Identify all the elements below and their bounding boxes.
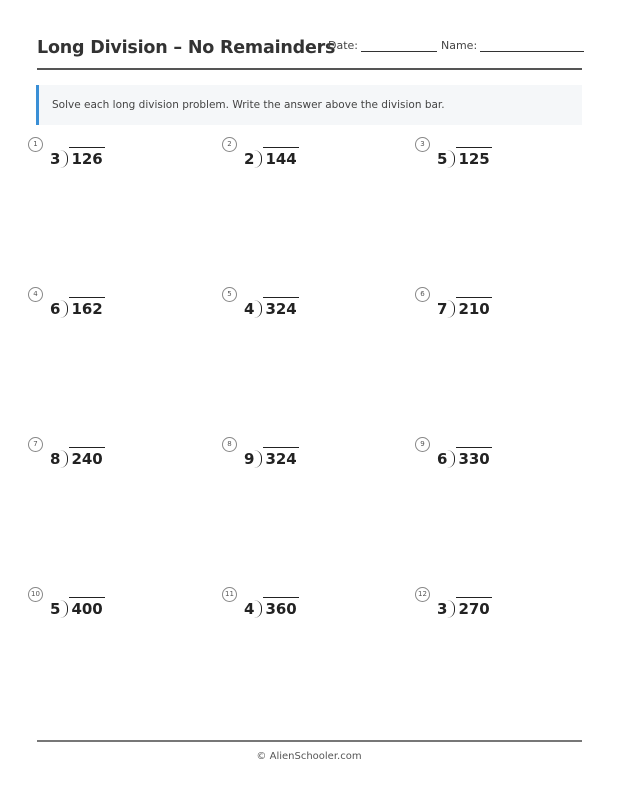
division-bracket xyxy=(60,450,68,468)
divisor: 5 xyxy=(437,150,448,168)
name-blank[interactable] xyxy=(480,39,584,52)
problem-number: 10 xyxy=(28,587,43,602)
long-division xyxy=(437,447,492,468)
dividend: 324 xyxy=(263,447,298,468)
dividend: 125 xyxy=(456,147,491,168)
problem-item xyxy=(415,437,595,477)
division-bracket xyxy=(254,150,262,168)
problem-item xyxy=(415,587,595,627)
footer-divider xyxy=(37,740,582,742)
date-label: Date: xyxy=(328,39,358,52)
problem-number: 5 xyxy=(222,287,237,302)
problem-number: 8 xyxy=(222,437,237,452)
divisor: 7 xyxy=(437,300,448,318)
long-division xyxy=(244,147,299,168)
division-bracket xyxy=(254,450,262,468)
problem-item xyxy=(222,137,402,177)
division-bracket xyxy=(60,150,68,168)
long-division xyxy=(50,297,105,318)
divisor: 5 xyxy=(50,600,61,618)
problem-number: 2 xyxy=(222,137,237,152)
long-division xyxy=(50,597,105,618)
division-bracket xyxy=(254,600,262,618)
dividend: 144 xyxy=(263,147,298,168)
header-divider xyxy=(37,68,582,70)
name-label: Name: xyxy=(441,39,478,52)
problem-item xyxy=(28,587,208,627)
date-blank[interactable] xyxy=(361,39,437,52)
problem-item xyxy=(28,437,208,477)
dividend: 270 xyxy=(456,597,491,618)
divisor: 8 xyxy=(50,450,61,468)
problem-number: 9 xyxy=(415,437,430,452)
problem-number: 1 xyxy=(28,137,43,152)
footer-credit: © AlienSchooler.com xyxy=(256,751,362,762)
division-bracket xyxy=(60,600,68,618)
problem-number: 11 xyxy=(222,587,237,602)
division-bracket xyxy=(447,150,455,168)
long-division xyxy=(50,447,105,468)
division-bracket xyxy=(447,600,455,618)
divisor: 3 xyxy=(50,150,61,168)
problem-item xyxy=(222,437,402,477)
problem-item xyxy=(222,587,402,627)
long-division xyxy=(437,147,492,168)
dividend: 324 xyxy=(263,297,298,318)
problem-number: 6 xyxy=(415,287,430,302)
long-division xyxy=(244,297,299,318)
problem-number: 7 xyxy=(28,437,43,452)
long-division xyxy=(50,147,105,168)
divisor: 2 xyxy=(244,150,255,168)
dividend: 400 xyxy=(69,597,104,618)
dividend: 360 xyxy=(263,597,298,618)
problem-item xyxy=(28,137,208,177)
dividend: 162 xyxy=(69,297,104,318)
date-name-fields xyxy=(328,39,588,52)
dividend: 330 xyxy=(456,447,491,468)
divisor: 6 xyxy=(437,450,448,468)
problem-item xyxy=(28,287,208,327)
division-bracket xyxy=(60,300,68,318)
page-title: Long Division – No Remainders xyxy=(37,38,336,58)
dividend: 210 xyxy=(456,297,491,318)
division-bracket xyxy=(447,300,455,318)
division-bracket xyxy=(447,450,455,468)
dividend: 240 xyxy=(69,447,104,468)
long-division xyxy=(437,597,492,618)
divisor: 4 xyxy=(244,600,255,618)
problem-number: 4 xyxy=(28,287,43,302)
division-bracket xyxy=(254,300,262,318)
problem-item xyxy=(222,287,402,327)
instructions-box: Solve each long division problem. Write the answer above the division bar. xyxy=(36,85,582,125)
divisor: 4 xyxy=(244,300,255,318)
divisor: 3 xyxy=(437,600,448,618)
long-division xyxy=(244,447,299,468)
problem-item xyxy=(415,137,595,177)
divisor: 6 xyxy=(50,300,61,318)
long-division xyxy=(244,597,299,618)
dividend: 126 xyxy=(69,147,104,168)
problem-number: 12 xyxy=(415,587,430,602)
divisor: 9 xyxy=(244,450,255,468)
problem-number: 3 xyxy=(415,137,430,152)
long-division xyxy=(437,297,492,318)
problem-item xyxy=(415,287,595,327)
